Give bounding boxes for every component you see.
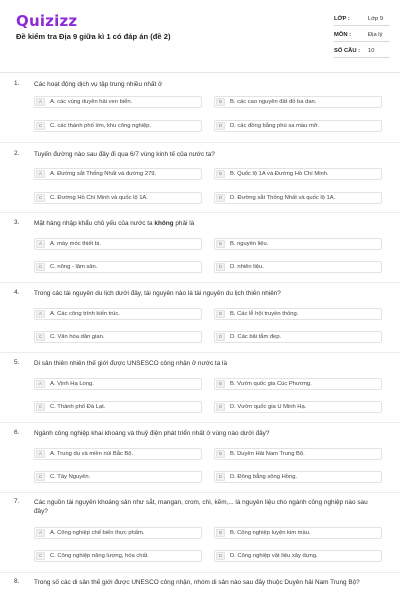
meta-subject [334, 28, 390, 42]
question-number: 1. [14, 80, 20, 87]
option-d-text: D. Vườn quốc gia U Minh Hạ. [230, 404, 307, 410]
option-c-text: C. Công nghiệp năng lượng, hóa chất. [50, 553, 149, 559]
meta-subject-value: Địa lý [368, 32, 383, 38]
option-letter-b: B [216, 529, 225, 537]
option-letter-d: D [216, 403, 225, 411]
option-letter-c: C [36, 122, 45, 130]
option-b-text: B. nguyên liệu. [230, 241, 269, 247]
option-letter-a: A [36, 380, 45, 388]
option-d[interactable] [214, 261, 382, 273]
question-divider [0, 142, 400, 143]
option-letter-d: D [216, 333, 225, 341]
option-d[interactable] [214, 192, 382, 204]
question-text [34, 219, 374, 228]
option-c[interactable] [34, 331, 202, 343]
option-c-text: C. Tây Nguyên. [50, 474, 91, 480]
option-letter-c: C [36, 333, 45, 341]
option-b-text: B. Các lễ hội truyền thống. [230, 311, 299, 317]
question-text: Ngành công nghiệp khai khoáng và thuỷ điện phát triển nhất ở vùng nào dưới đây? [34, 430, 270, 437]
question-number: 5. [14, 359, 20, 366]
option-letter-d: D [216, 552, 225, 560]
meta-class-value: Lớp 9 [368, 16, 384, 22]
question-number: 7. [14, 498, 20, 505]
option-d-text: D. Công nghiệp vật liệu xây dựng. [230, 553, 318, 559]
question-divider [0, 572, 400, 573]
option-d-text: D. Các bãi tắm đẹp. [230, 334, 282, 340]
option-b[interactable] [214, 168, 382, 180]
option-letter-c: C [36, 263, 45, 271]
question-number: 3. [14, 219, 20, 226]
option-d[interactable] [214, 550, 382, 562]
option-c[interactable] [34, 550, 202, 562]
option-c-text: C. Thành phố Đà Lạt. [50, 404, 106, 410]
option-a[interactable] [34, 448, 202, 460]
option-c[interactable] [34, 120, 202, 132]
question-text: Di sản thiên nhiên thế giới được UNSESCO công nhận ở nước ta là [34, 360, 227, 367]
option-d-text: D. nhiên liệu. [230, 264, 264, 270]
option-letter-a: A [36, 98, 45, 106]
option-letter-b: B [216, 450, 225, 458]
question-number: 2. [14, 150, 20, 157]
option-letter-c: C [36, 552, 45, 560]
option-letter-b: B [216, 170, 225, 178]
option-letter-c: C [36, 473, 45, 481]
option-a-text: A. máy móc thiết bị. [50, 241, 101, 247]
option-d[interactable] [214, 471, 382, 483]
option-d[interactable] [214, 401, 382, 413]
option-a-text: A. các vùng duyên hải ven biển. [50, 99, 133, 105]
question-number: 6. [14, 429, 20, 436]
question-divider [0, 492, 400, 493]
option-b-text: B. Công nghiệp luyện kim màu. [230, 530, 311, 536]
question-divider [0, 282, 400, 283]
option-letter-d: D [216, 122, 225, 130]
meta-class [334, 12, 390, 26]
option-a-text: A. Trung du và miền núi Bắc Bộ. [50, 451, 134, 457]
option-a[interactable] [34, 96, 202, 108]
option-letter-a: A [36, 170, 45, 178]
meta-class-label: LỚP : [334, 16, 350, 22]
meta-question-count-value: 10 [368, 48, 375, 54]
option-letter-a: A [36, 310, 45, 318]
question-divider [0, 352, 400, 353]
question-text: Các nguồn tài nguyên khoáng sản như sắt, mangan, crom, chì, kẽm,... là nguyên liệu cho ngành công nghiệp nào sau đây? [34, 499, 368, 515]
question-text-emphasis: không [154, 220, 174, 227]
option-letter-a: A [36, 529, 45, 537]
option-b[interactable] [214, 96, 382, 108]
option-letter-b: B [216, 380, 225, 388]
option-b[interactable] [214, 378, 382, 390]
worksheet-title: Đề kiểm tra Địa 9 giữa kì 1 có đáp án (đề 2) [16, 32, 171, 41]
option-c[interactable] [34, 261, 202, 273]
option-a[interactable] [34, 527, 202, 539]
option-a-text: A. Đường sắt Thống Nhất và đường 279. [50, 171, 157, 177]
meta-question-count [334, 44, 390, 58]
option-letter-d: D [216, 473, 225, 481]
option-a[interactable] [34, 168, 202, 180]
option-a-text: A. Vịnh Hạ Long. [50, 381, 94, 387]
option-c-text: C. nông - lâm sản. [50, 264, 98, 270]
worksheet-header [0, 0, 400, 66]
option-a-text: A. Công nghiệp chế biến thực phẩm. [50, 530, 145, 536]
option-b[interactable] [214, 448, 382, 460]
quizizz-logo: Quizizz [16, 12, 78, 30]
option-a[interactable] [34, 378, 202, 390]
option-c[interactable] [34, 192, 202, 204]
option-letter-c: C [36, 403, 45, 411]
question-divider [0, 422, 400, 423]
question-text-end: phải là [173, 220, 195, 227]
question-text: Trong các tài nguyên du lịch dưới đây, tài nguyên nào là tài nguyên du lịch thiên nhiên? [34, 290, 281, 297]
question-divider [0, 212, 400, 213]
option-b-text: B. Vườn quốc gia Cúc Phương. [230, 381, 312, 387]
option-c[interactable] [34, 401, 202, 413]
question-number: 4. [14, 289, 20, 296]
option-d-text: D. Đồng bằng sông Hồng. [230, 474, 298, 480]
header-divider [0, 72, 400, 73]
meta-subject-label: MÔN : [334, 32, 352, 38]
option-d[interactable] [214, 120, 382, 132]
option-c[interactable] [34, 471, 202, 483]
option-letter-d: D [216, 194, 225, 202]
option-a[interactable] [34, 308, 202, 320]
option-b-text: B. Duyên Hải Nam Trung Bộ. [230, 451, 305, 457]
question-text: Các hoạt động dịch vụ tập trung nhiều nhất ở [34, 81, 163, 88]
option-b-text: B. các cao nguyên đất đỏ ba dan. [230, 99, 317, 105]
option-letter-b: B [216, 98, 225, 106]
option-letter-d: D [216, 263, 225, 271]
question-number: 8. [14, 578, 20, 585]
question-text: Trong số các di sản thế giới được UNESCO công nhận, nhóm di sản nào sau đây thuộc Duyên hải Nam Trung Bộ? [34, 579, 360, 586]
option-b-text: B. Quốc lộ 1A và Đường Hồ Chí Minh. [230, 171, 329, 177]
option-letter-b: B [216, 310, 225, 318]
question-text-start: Mặt hàng nhập khẩu chủ yếu của nước ta [34, 220, 155, 227]
option-a-text: A. Các công trình kiến trúc. [50, 311, 120, 317]
option-b[interactable] [214, 308, 382, 320]
option-letter-a: A [36, 450, 45, 458]
option-c-text: C. Văn hóa dân gian. [50, 334, 105, 340]
option-d-text: D. các đồng bằng phù sa màu mỡ. [230, 123, 320, 129]
option-b[interactable] [214, 527, 382, 539]
option-d-text: D. Đường sắt Thống Nhất và quốc lộ 1A. [230, 195, 336, 201]
question-text: Tuyến đường nào sau đây đi qua 6/7 vùng kinh tế của nước ta? [34, 151, 215, 158]
option-a[interactable] [34, 238, 202, 250]
meta-question-count-label: SỐ CÂU : [334, 48, 361, 54]
option-d[interactable] [214, 331, 382, 343]
option-letter-b: B [216, 240, 225, 248]
option-letter-a: A [36, 240, 45, 248]
option-b[interactable] [214, 238, 382, 250]
option-c-text: C. các thành phố lớn, khu công nghiệp. [50, 123, 152, 129]
option-letter-c: C [36, 194, 45, 202]
option-c-text: C. Đường Hồ Chí Minh và quốc lộ 1A. [50, 195, 148, 201]
